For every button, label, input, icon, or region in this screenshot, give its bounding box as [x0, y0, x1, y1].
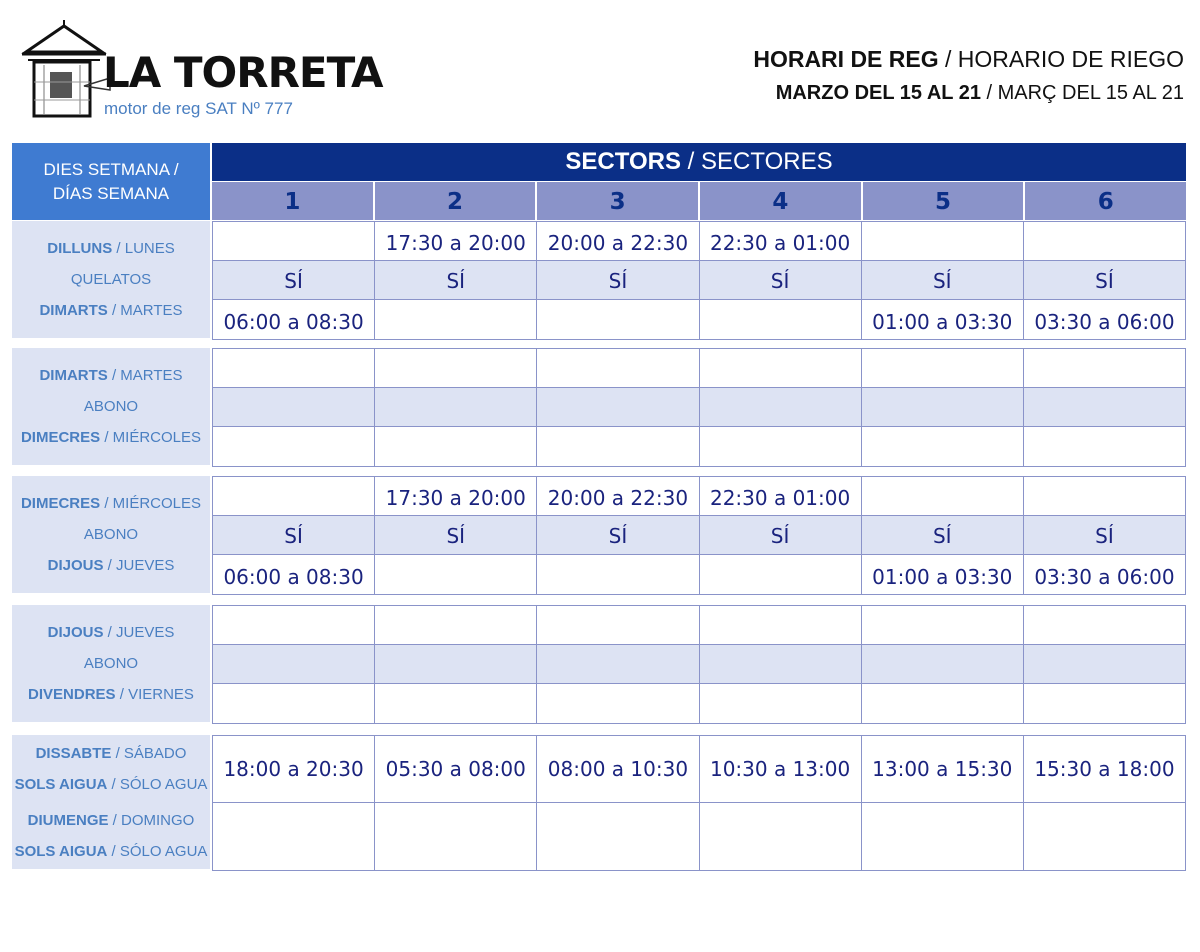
day-label-line: ABONO	[83, 655, 139, 672]
time-cell	[537, 645, 699, 683]
day-label	[12, 735, 210, 802]
time-cell: 10:30 a 13:00	[700, 736, 862, 802]
time-cell: 06:00 a 08:30	[213, 300, 375, 339]
time-cell	[375, 684, 537, 723]
sector-number: 6	[1025, 182, 1186, 220]
time-cell	[537, 555, 699, 594]
table-row	[213, 803, 1185, 870]
sector-number: 5	[863, 182, 1026, 220]
time-cell: SÍ	[862, 516, 1024, 554]
day-label-line: SOLS AIGUA / SÓLO AGUA	[14, 842, 208, 860]
schedule-grid	[212, 476, 1186, 595]
time-cell	[213, 427, 375, 466]
time-cell	[213, 477, 375, 515]
time-cell	[537, 427, 699, 466]
table-row	[213, 645, 1185, 684]
weekend-grid	[212, 735, 1186, 871]
time-cell: SÍ	[537, 516, 699, 554]
day-label	[12, 348, 210, 465]
time-cell: 05:30 a 08:00	[375, 736, 537, 802]
table-row	[213, 222, 1185, 261]
day-label-line: DIMECRES / MIÉRCOLES	[20, 495, 202, 512]
day-label-line: DIVENDRES / VIERNES	[28, 686, 194, 703]
day-label	[12, 605, 210, 722]
table-row	[213, 300, 1185, 339]
table-row	[213, 349, 1185, 388]
time-cell	[700, 803, 862, 870]
schedule-grid	[212, 605, 1186, 724]
table-row	[213, 261, 1185, 300]
table-row	[213, 516, 1185, 555]
time-cell	[862, 222, 1024, 260]
sector-number: 1	[212, 182, 375, 220]
time-cell	[862, 427, 1024, 466]
time-cell: SÍ	[862, 261, 1024, 299]
time-cell	[700, 349, 862, 387]
days-header-line2: DÍAS SEMANA	[52, 183, 170, 203]
table-row	[213, 477, 1185, 516]
time-cell: SÍ	[700, 261, 862, 299]
time-cell	[375, 803, 537, 870]
time-cell: 22:30 a 01:00	[700, 222, 862, 260]
schedule-title: HORARI DE REG / HORARIO DE RIEGO	[753, 46, 1184, 72]
time-cell	[700, 388, 862, 426]
time-cell	[862, 645, 1024, 683]
time-cell: SÍ	[213, 516, 375, 554]
days-header	[12, 143, 210, 220]
time-cell: SÍ	[700, 516, 862, 554]
time-cell	[1024, 349, 1185, 387]
time-cell	[1024, 803, 1185, 870]
time-cell	[1024, 684, 1185, 723]
time-cell	[862, 477, 1024, 515]
time-cell	[375, 300, 537, 339]
time-cell	[700, 427, 862, 466]
time-cell	[537, 388, 699, 426]
day-label	[12, 476, 210, 593]
tower-icon	[14, 20, 114, 120]
time-cell	[375, 606, 537, 644]
time-cell: SÍ	[375, 516, 537, 554]
day-label-line: DIJOUS / JUEVES	[47, 624, 175, 641]
time-cell	[375, 427, 537, 466]
time-cell: 18:00 a 20:30	[213, 736, 375, 802]
time-cell: 08:00 a 10:30	[537, 736, 699, 802]
sector-number-row	[212, 182, 1186, 220]
time-cell	[700, 300, 862, 339]
table-row	[213, 555, 1185, 594]
time-cell	[862, 803, 1024, 870]
time-cell	[375, 349, 537, 387]
day-label-line: DISSABTE / SÁBADO	[35, 744, 187, 762]
day-label-line: DIMARTS / MARTES	[39, 302, 183, 319]
day-label-line: ABONO	[83, 526, 139, 543]
time-cell	[862, 684, 1024, 723]
time-cell	[1024, 645, 1185, 683]
sectors-header: SECTORS / SECTORES	[212, 143, 1186, 181]
time-cell	[213, 349, 375, 387]
time-cell: 01:00 a 03:30	[862, 300, 1024, 339]
schedule-dates: MARZO DEL 15 AL 21 / MARÇ DEL 15 AL 21	[775, 82, 1184, 104]
time-cell	[1024, 606, 1185, 644]
day-label-line: DIUMENGE / DOMINGO	[27, 811, 195, 829]
time-cell	[1024, 477, 1185, 515]
time-cell	[862, 388, 1024, 426]
time-cell	[213, 645, 375, 683]
day-label-line: DIJOUS / JUEVES	[47, 557, 175, 574]
time-cell	[1024, 427, 1185, 466]
sector-number: 3	[537, 182, 700, 220]
time-cell	[375, 388, 537, 426]
table-row	[213, 388, 1185, 427]
schedule-grid	[212, 348, 1186, 467]
time-cell	[700, 684, 862, 723]
time-cell	[700, 645, 862, 683]
time-cell: SÍ	[1095, 269, 1114, 293]
day-label-line: DIMECRES / MIÉRCOLES	[20, 429, 202, 446]
time-cell	[537, 803, 699, 870]
schedule-grid	[212, 221, 1186, 340]
time-cell	[537, 349, 699, 387]
time-cell: 03:30 a 06:00	[1034, 565, 1175, 589]
time-cell: 17:30 a 20:00	[375, 222, 537, 260]
time-cell	[213, 606, 375, 644]
time-cell: 13:00 a 15:30	[862, 736, 1024, 802]
time-cell: 20:00 a 22:30	[537, 222, 699, 260]
table-row	[213, 736, 1185, 803]
day-label-line: DILLUNS / LUNES	[47, 240, 175, 257]
time-cell	[1024, 222, 1185, 260]
days-header-line1: DIES SETMANA /	[43, 159, 179, 179]
brand-subtitle: motor de reg SAT Nº 777	[104, 99, 293, 118]
time-cell: SÍ	[1095, 524, 1114, 548]
day-label-line: SOLS AIGUA / SÓLO AGUA	[14, 775, 208, 793]
time-cell	[375, 555, 537, 594]
time-cell	[213, 803, 375, 870]
day-label-line: ABONO	[83, 398, 139, 415]
time-cell: 22:30 a 01:00	[700, 477, 862, 515]
time-cell	[213, 684, 375, 723]
day-label-line: QUELATOS	[70, 271, 152, 288]
time-cell	[213, 222, 375, 260]
sector-number: 2	[375, 182, 538, 220]
time-cell	[213, 388, 375, 426]
time-cell	[700, 555, 862, 594]
time-cell	[375, 645, 537, 683]
time-cell: 15:30 a 18:00	[1034, 757, 1175, 781]
time-cell	[537, 300, 699, 339]
time-cell	[700, 606, 862, 644]
day-label	[12, 802, 210, 869]
time-cell: SÍ	[213, 261, 375, 299]
time-cell: 03:30 a 06:00	[1034, 310, 1175, 334]
table-row	[213, 427, 1185, 466]
time-cell: 01:00 a 03:30	[862, 555, 1024, 594]
time-cell	[537, 684, 699, 723]
day-label-line: DIMARTS / MARTES	[39, 367, 183, 384]
time-cell: 17:30 a 20:00	[375, 477, 537, 515]
day-label	[12, 221, 210, 338]
time-cell: SÍ	[375, 261, 537, 299]
time-cell	[862, 349, 1024, 387]
time-cell	[1024, 388, 1185, 426]
time-cell	[537, 606, 699, 644]
time-cell: SÍ	[537, 261, 699, 299]
time-cell	[862, 606, 1024, 644]
brand-name: LA TORRETA	[103, 48, 383, 97]
sector-number: 4	[700, 182, 863, 220]
table-row	[213, 606, 1185, 645]
time-cell: 06:00 a 08:30	[213, 555, 375, 594]
table-row	[213, 684, 1185, 723]
time-cell: 20:00 a 22:30	[537, 477, 699, 515]
